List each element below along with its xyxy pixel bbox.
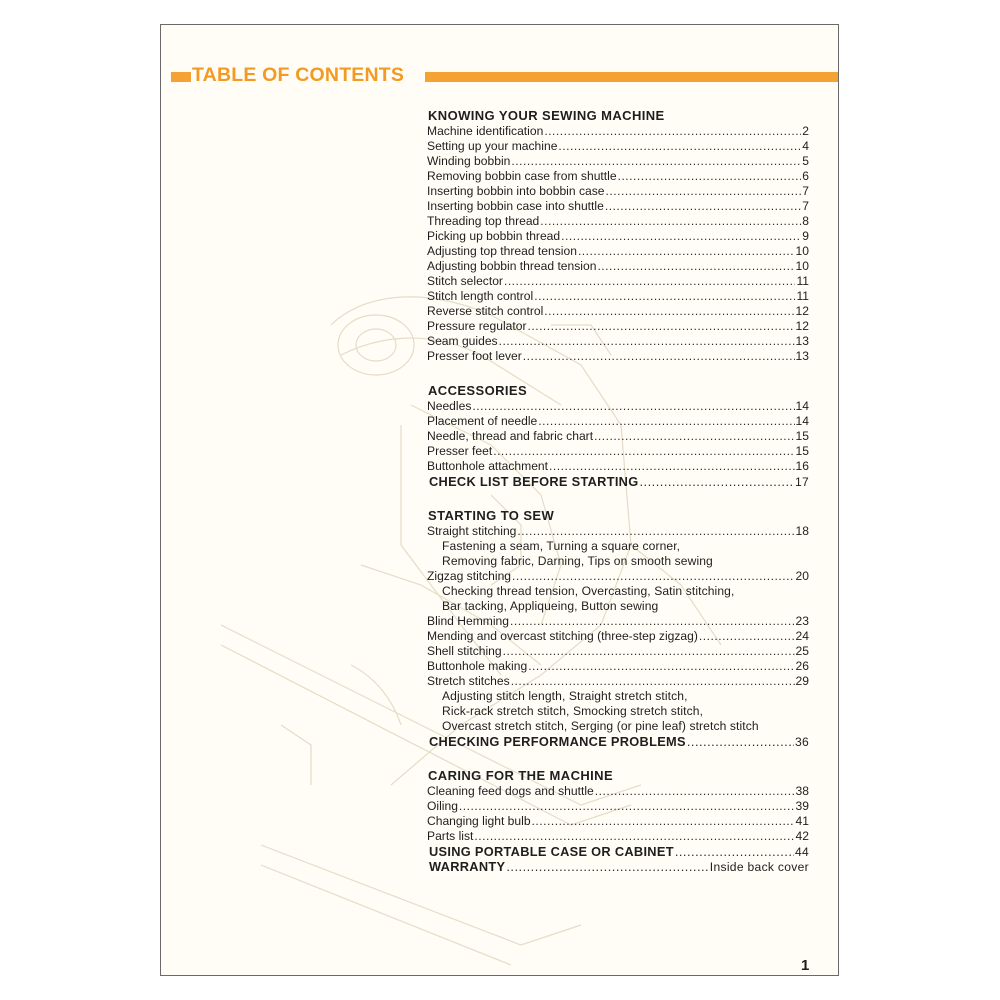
toc-entry [427, 614, 809, 629]
dot-leader [558, 139, 801, 154]
entry-label: Buttonhole making [427, 659, 528, 673]
entry-page-number: 39 [795, 799, 809, 813]
toc-entry [427, 274, 809, 289]
dot-leader [594, 429, 794, 444]
dot-leader [527, 319, 794, 334]
entry-subtopics: Fastening a seam, Turning a square corner, [442, 539, 681, 553]
entry-page-number: 41 [795, 814, 809, 828]
toc-section [427, 383, 809, 489]
entry-page-number: 18 [795, 524, 809, 538]
entry-page-number: 2 [802, 124, 809, 138]
entry-page-number: 10 [795, 259, 809, 273]
entry-subtopics: Adjusting stitch length, Straight stretch stitch, [442, 689, 688, 703]
entry-page-number: 15 [795, 444, 809, 458]
dot-leader [499, 334, 795, 349]
toc-header [171, 62, 839, 88]
entry-label: Oiling [427, 799, 458, 813]
entry-page-number: 7 [802, 184, 809, 198]
entry-label: Placement of needle [427, 414, 538, 428]
toc-entry [427, 524, 809, 539]
entry-label: Buttonhole attachment [427, 459, 549, 473]
entry-page-number: 24 [795, 629, 809, 643]
entry-subtopics: Bar tacking, Appliqueing, Button sewing [442, 599, 659, 613]
entry-label: Changing light bulb [427, 814, 531, 828]
entry-page-number: 9 [802, 229, 809, 243]
table-of-contents [427, 108, 809, 874]
entry-page-number: 26 [795, 659, 809, 673]
entry-page-number: 8 [802, 214, 809, 228]
entry-subtopics: Checking thread tension, Overcasting, Satin stitching, [442, 584, 735, 598]
entry-label: CHECKING PERFORMANCE PROBLEMS [429, 734, 686, 749]
dot-leader [544, 124, 801, 139]
toc-entry [427, 734, 809, 749]
dot-leader [503, 644, 795, 659]
entry-label: Needles [427, 399, 472, 413]
entry-label: Presser feet [427, 444, 493, 458]
dot-leader [472, 399, 794, 414]
entry-page-number: 29 [795, 674, 809, 688]
dot-leader [540, 214, 801, 229]
toc-entry [427, 139, 809, 154]
toc-entry [427, 459, 809, 474]
dot-leader [605, 199, 801, 214]
entry-page-number: 15 [795, 429, 809, 443]
dot-leader [675, 844, 794, 859]
dot-leader [538, 414, 794, 429]
dot-leader [528, 659, 794, 674]
entry-page-number: 20 [795, 569, 809, 583]
toc-entry [427, 429, 809, 444]
entry-label: USING PORTABLE CASE OR CABINET [429, 844, 674, 859]
entry-page-number: 42 [795, 829, 809, 843]
toc-entry [427, 859, 809, 874]
dot-leader [459, 799, 795, 814]
entry-label: Parts list [427, 829, 474, 843]
entry-page-number: 11 [796, 289, 809, 303]
section-heading: CARING FOR THE MACHINE [428, 768, 614, 783]
entry-label: Cleaning feed dogs and shuttle [427, 784, 594, 798]
toc-entry [427, 169, 809, 184]
entry-page-number: 12 [795, 304, 809, 318]
dot-leader [595, 784, 795, 799]
toc-entry [427, 474, 809, 489]
toc-entry [427, 319, 809, 334]
dot-leader [474, 829, 794, 844]
entry-label: Threading top thread [427, 214, 540, 228]
toc-entry [427, 334, 809, 349]
toc-entry [427, 814, 809, 829]
dot-leader [493, 444, 794, 459]
dot-leader [511, 154, 801, 169]
toc-entry [427, 644, 809, 659]
entry-label: Blind Hemming [427, 614, 509, 628]
toc-entry [427, 349, 809, 364]
entry-page-number: 14 [795, 414, 809, 428]
entry-label: Picking up bobbin thread [427, 229, 561, 243]
entry-page-number: 6 [802, 169, 809, 183]
toc-section [427, 768, 809, 874]
toc-entry [427, 799, 809, 814]
entry-page-number: 16 [795, 459, 809, 473]
dot-leader [544, 304, 794, 319]
toc-entry [427, 259, 809, 274]
toc-section [427, 108, 809, 364]
toc-entry [427, 414, 809, 429]
entry-label: Inserting bobbin into bobbin case [427, 184, 605, 198]
entry-label: Adjusting top thread tension [427, 244, 577, 258]
entry-label: Shell stitching [427, 644, 502, 658]
entry-page-number: 36 [794, 735, 809, 749]
dot-leader [606, 184, 802, 199]
toc-entry [427, 229, 809, 244]
entry-label: WARRANTY [429, 859, 506, 874]
entry-label: Straight stitching [427, 524, 517, 538]
entry-page-number: 7 [802, 199, 809, 213]
toc-entry [427, 184, 809, 199]
entry-page-number: 25 [795, 644, 809, 658]
toc-entry [427, 444, 809, 459]
entry-label: Stitch selector [427, 274, 503, 288]
entry-page-number: Inside back cover [709, 860, 809, 874]
toc-entry [427, 199, 809, 214]
entry-page-number: 13 [795, 334, 809, 348]
dot-leader [534, 289, 795, 304]
page-title: TABLE OF CONTENTS [192, 64, 405, 86]
dot-leader [561, 229, 801, 244]
manual-page [160, 24, 839, 976]
entry-subtopics: Overcast stretch stitch, Serging (or pine leaf) stretch stitch [442, 719, 759, 733]
entry-page-number: 14 [795, 399, 809, 413]
toc-entry [427, 829, 809, 844]
toc-entry [427, 154, 809, 169]
toc-entry [427, 659, 809, 674]
entry-label: Zigzag stitching [427, 569, 512, 583]
entry-page-number: 38 [795, 784, 809, 798]
entry-label: Adjusting bobbin thread tension [427, 259, 597, 273]
dot-leader [699, 629, 795, 644]
toc-entry [427, 569, 809, 584]
dot-leader [517, 524, 794, 539]
dot-leader [511, 674, 795, 689]
dot-leader [523, 349, 795, 364]
dot-leader [618, 169, 802, 184]
entry-label: Removing bobbin case from shuttle [427, 169, 617, 183]
dot-leader [639, 474, 793, 489]
entry-label: Reverse stitch control [427, 304, 544, 318]
section-heading: STARTING TO SEW [428, 508, 555, 523]
entry-label: Needle, thread and fabric chart [427, 429, 594, 443]
dot-leader [506, 859, 708, 874]
dot-leader [510, 614, 795, 629]
entry-label: Mending and overcast stitching (three-step zigzag) [427, 629, 698, 643]
toc-entry [427, 399, 809, 414]
dot-leader [549, 459, 795, 474]
entry-label: CHECK LIST BEFORE STARTING [429, 474, 639, 489]
page-number: 1 [801, 957, 810, 974]
entry-subtopics: Rick-rack stretch stitch, Smocking stretch stitch, [442, 704, 704, 718]
entry-label: Winding bobbin [427, 154, 511, 168]
entry-label: Inserting bobbin case into shuttle [427, 199, 604, 213]
header-bar-left [171, 72, 191, 82]
dot-leader [578, 244, 795, 259]
header-bar-right [425, 72, 839, 82]
toc-entry [427, 304, 809, 319]
toc-entry [427, 124, 809, 139]
entry-label: Pressure regulator [427, 319, 527, 333]
dot-leader [504, 274, 795, 289]
toc-entry [427, 289, 809, 304]
toc-entry [427, 674, 809, 689]
entry-label: Seam guides [427, 334, 498, 348]
dot-leader [532, 814, 795, 829]
toc-entry [427, 784, 809, 799]
entry-label: Stretch stitches [427, 674, 510, 688]
dot-leader [512, 569, 795, 584]
toc-entry [427, 844, 809, 859]
section-heading: KNOWING YOUR SEWING MACHINE [428, 108, 665, 123]
entry-page-number: 13 [795, 349, 809, 363]
entry-label: Machine identification [427, 124, 544, 138]
entry-label: Presser foot lever [427, 349, 522, 363]
dot-leader [687, 734, 794, 749]
entry-page-number: 10 [795, 244, 809, 258]
dot-leader [597, 259, 794, 274]
entry-subtopics: Removing fabric, Darning, Tips on smooth sewing [442, 554, 713, 568]
toc-entry [427, 244, 809, 259]
entry-page-number: 4 [802, 139, 809, 153]
entry-page-number: 17 [794, 475, 809, 489]
entry-page-number: 11 [796, 274, 809, 288]
entry-label: Setting up your machine [427, 139, 558, 153]
entry-page-number: 5 [802, 154, 809, 168]
section-heading: ACCESSORIES [428, 383, 528, 398]
toc-entry [427, 214, 809, 229]
entry-page-number: 12 [795, 319, 809, 333]
entry-page-number: 23 [795, 614, 809, 628]
entry-label: Stitch length control [427, 289, 534, 303]
entry-page-number: 44 [794, 845, 809, 859]
toc-entry [427, 629, 809, 644]
toc-section [427, 508, 809, 749]
